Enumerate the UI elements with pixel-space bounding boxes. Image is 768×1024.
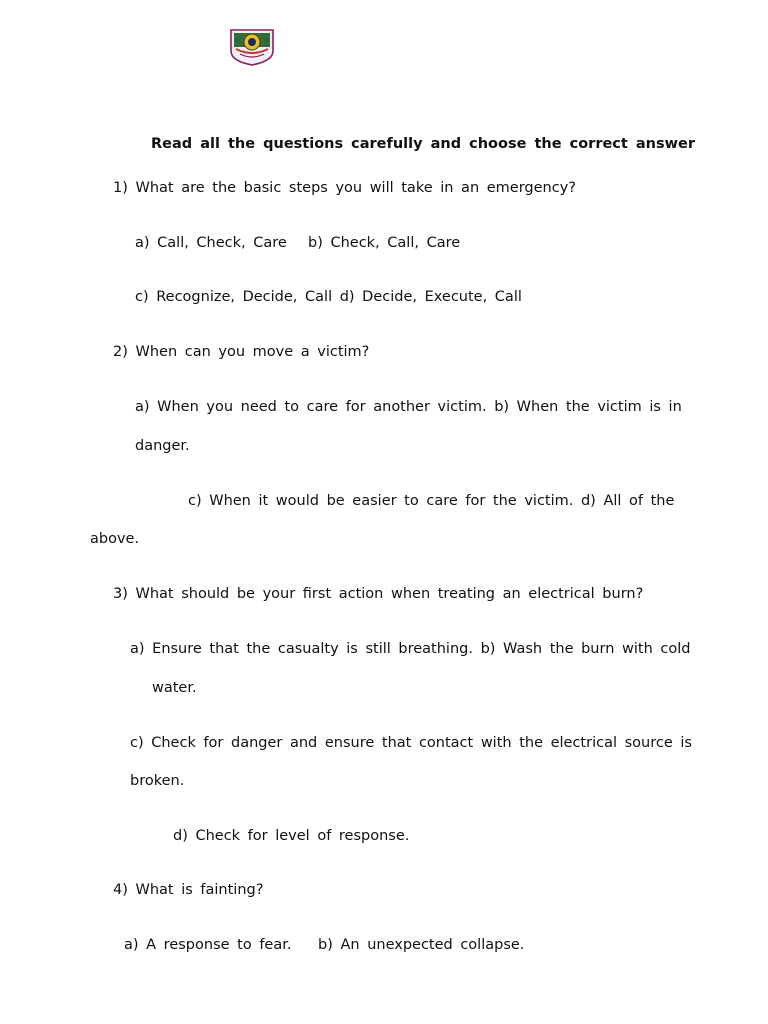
q2-options-a-b-line1: a) When you need to care for another victim. b) When the victim is in <box>135 399 682 415</box>
q3-options-a-b-line2: water. <box>152 680 197 696</box>
q3-options-a-b-line1: a) Ensure that the casualty is still breathing. b) Wash the burn with cold <box>130 641 691 657</box>
instructions-heading: Read all the questions carefully and choose the correct answer <box>151 136 696 152</box>
question-3: 3) What should be your first action when treating an electrical burn? <box>113 586 644 602</box>
q1-option-a: a) Call, Check, Care <box>135 235 287 251</box>
q3-option-c-line2: broken. <box>130 773 185 789</box>
q1-options-c-d: c) Recognize, Decide, Call d) Decide, Execute, Call <box>135 289 522 305</box>
q3-option-d: d) Check for level of response. <box>173 828 410 844</box>
q4-option-a: a) A response to fear. <box>124 937 292 953</box>
question-4: 4) What is fainting? <box>113 882 264 898</box>
q3-option-c-line1: c) Check for danger and ensure that contact with the electrical source is <box>130 735 692 751</box>
q2-options-a-b-line2: danger. <box>135 438 190 454</box>
q4-option-b: b) An unexpected collapse. <box>318 937 525 953</box>
q2-options-c-d-line2: above. <box>90 531 140 547</box>
question-2: 2) When can you move a victim? <box>113 344 370 360</box>
q1-option-b: b) Check, Call, Care <box>308 235 461 251</box>
q2-options-c-d-line1: c) When it would be easier to care for the victim. d) All of the <box>188 493 675 509</box>
question-1: 1) What are the basic steps you will take in an emergency? <box>113 180 576 196</box>
school-crest-icon <box>228 27 276 67</box>
